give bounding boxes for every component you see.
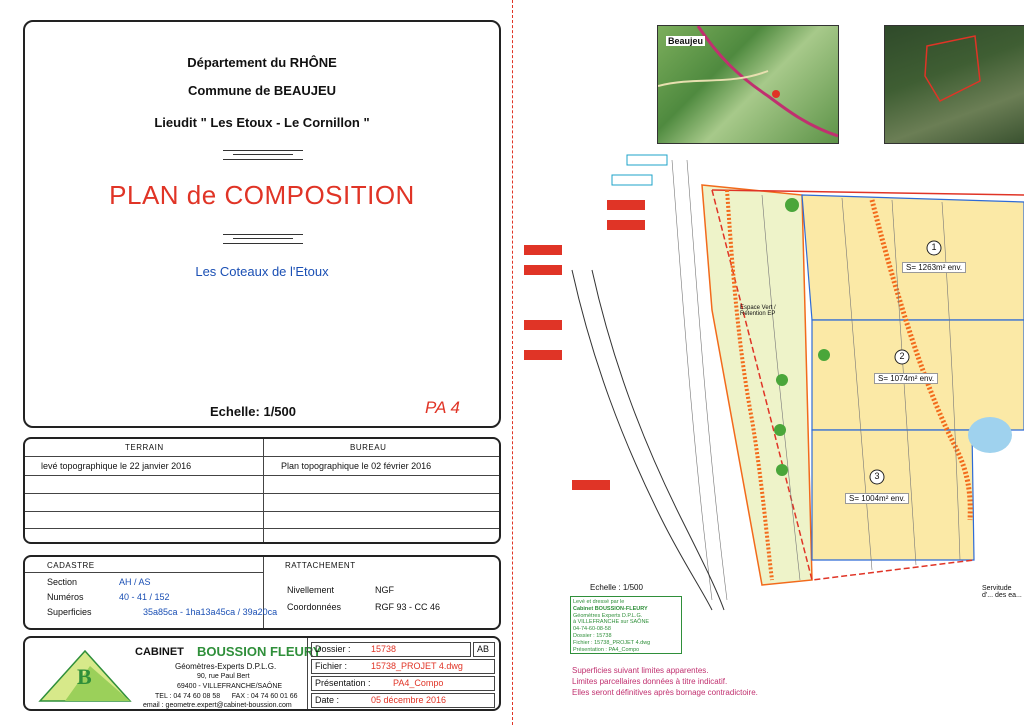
lot-1-number: 1: [931, 242, 937, 252]
ab-value: AB: [477, 644, 490, 654]
presentation-value: PA4_Compo: [393, 678, 444, 688]
espace-vert-label: Espace Vert / Rétention EP: [740, 305, 776, 317]
stamp-line-3: Géomètres Experts D.P.L.G.: [573, 612, 643, 619]
lot-2-number: 2: [899, 351, 905, 361]
cabinet-name-1: CABINET: [135, 646, 184, 658]
cabinet-block: [23, 636, 501, 711]
surveyor-stamp: [570, 596, 682, 654]
plan-area: [512, 0, 1024, 725]
lieudit-text: Lieudit " Les Etoux - Le Cornillon ": [154, 115, 370, 130]
superficies-label: Superficies: [47, 607, 92, 617]
divider-bottom: [223, 234, 303, 244]
commune-text: Commune de BEAUJEU: [187, 83, 337, 98]
plan-title: PLAN de COMPOSITION: [109, 180, 415, 210]
coordonnees-label: Coordonnées: [287, 602, 342, 612]
stamp-line-7: Fichier : 15738_PROJET 4.dwg: [573, 639, 651, 646]
lot-2-area: S= 1074m² env.: [874, 373, 938, 384]
fichier-value: 15738_PROJET 4.dwg: [371, 661, 463, 671]
lot-1-area: S= 1263m² env.: [902, 262, 966, 273]
scale-text: Echelle: 1/500: [210, 404, 296, 419]
survey-table: [23, 437, 501, 544]
note-limites: Limites parcellaires données à titre indicatif.: [572, 677, 728, 686]
bureau-cell: Plan topographique le 02 février 2016: [281, 461, 432, 471]
note-superficies: Superficies suivant limites apparentes.: [572, 666, 709, 675]
stamp-line-4: à VILLEFRANCHE sur SAÔNE: [573, 619, 650, 626]
aerial-photo: [884, 25, 1024, 144]
note-definitives: Elles seront définitives après bornage contradictoire.: [572, 688, 758, 697]
terrain-header: TERRAIN: [125, 443, 164, 452]
cabinet-email: email : geometre.expert@cabinet-boussion.com: [143, 702, 292, 709]
nivellement-value: NGF: [375, 585, 394, 595]
date-label: Date :: [315, 695, 340, 705]
date-value: 05 décembre 2016: [371, 695, 447, 705]
department-text: Département du RHÔNE: [187, 55, 337, 70]
lot-3-area: S= 1004m² env.: [845, 493, 909, 504]
cabinet-logo: [35, 646, 135, 706]
section-value: AH / AS: [119, 577, 151, 587]
nivellement-label: Nivellement: [287, 585, 335, 595]
rattachement-title: RATTACHEMENT: [285, 561, 356, 570]
svg-text:B: B: [77, 664, 92, 689]
divider-top: [223, 150, 303, 160]
terrain-cell: levé topographique le 22 janvier 2016: [41, 461, 192, 471]
stamp-line-1: Levé et dressé par le: [573, 599, 625, 605]
servitude-label: Servitude d'... des ea...: [982, 585, 1022, 599]
superficies-value: 35a85ca - 1ha13a45ca / 39a20ca: [143, 607, 278, 617]
cadastre-block: [23, 555, 501, 630]
stamp-line-5: 04-74-60-08-58: [573, 626, 611, 633]
section-label: Section: [47, 577, 78, 587]
plan-scale-label: Echelle : 1/500: [590, 583, 643, 592]
location-map: [657, 25, 839, 144]
dossier-label: Dossier :: [315, 644, 351, 654]
map-town-label: Beaujeu: [668, 36, 704, 46]
numeros-value: 40 - 41 / 152: [119, 592, 170, 602]
project-name: Les Coteaux de l'Etoux: [195, 264, 329, 279]
cabinet-subtitle: Géomètres-Experts D.P.L.G.: [175, 662, 277, 671]
sheet-code: PA 4: [425, 398, 460, 417]
title-block-frame: [23, 20, 501, 428]
fichier-label: Fichier :: [315, 661, 348, 671]
cadastre-title: CADASTRE: [47, 561, 95, 570]
dossier-value: 15738: [371, 644, 397, 654]
lot-3-number: 3: [874, 471, 880, 481]
stamp-line-8: Présentation : PA4_Compo: [573, 646, 640, 653]
stamp-line-2: Cabinet BOUSSION-FLEURY: [573, 605, 648, 612]
numeros-label: Numéros: [47, 592, 84, 602]
cabinet-address-1: 90, rue Paul Bert: [197, 673, 250, 680]
presentation-label: Présentation :: [315, 678, 371, 688]
bureau-header: BUREAU: [350, 443, 387, 452]
cabinet-name-2: BOUSSION FLEURY: [197, 644, 322, 659]
cabinet-address-2: 69400 - VILLEFRANCHE/SAÔNE: [177, 683, 283, 690]
cabinet-phone: TEL : 04 74 60 08 58 FAX : 04 74 60 01 66: [155, 693, 298, 700]
stamp-line-6: Dossier : 15738: [573, 632, 612, 639]
coordonnees-value: RGF 93 - CC 46: [375, 602, 441, 612]
